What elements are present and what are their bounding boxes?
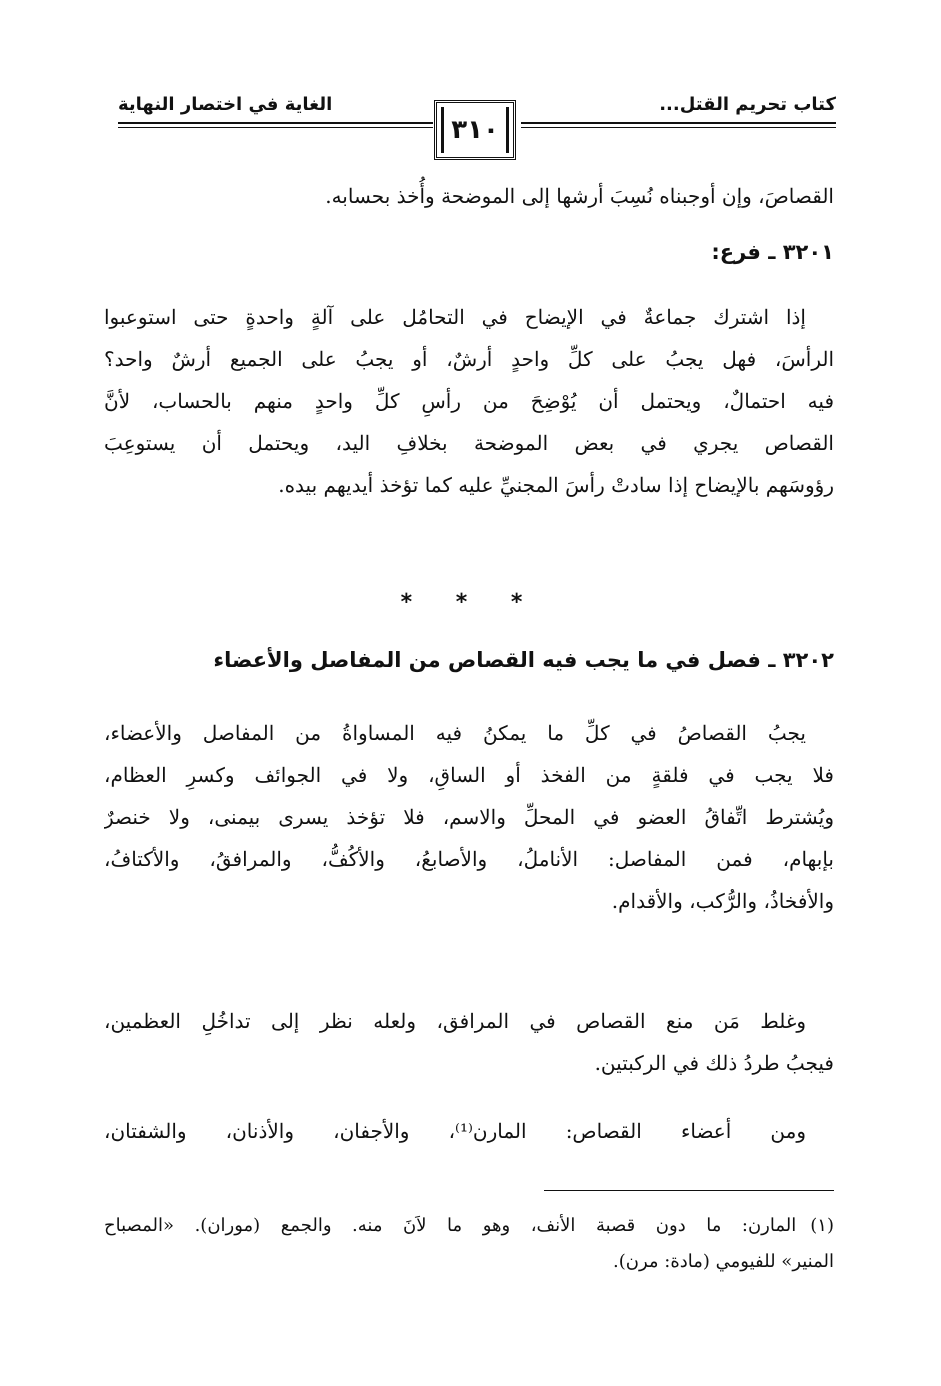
section-3202-paragraph-3 [104,1110,834,1152]
text-line: ويُشترط اتِّفاقُ العضو في المحلِّ والاسم، فلا تؤخذ يسرى بيمنى، ولا خنصرٌ [104,805,834,829]
footnote-text: المارن: ما دون قصبة الأنف، وهو ما لاَنَ منه. والجمع (موران). «المصباح [104,1215,797,1236]
footnote-divider [544,1190,834,1191]
text-line: وغلط مَن منع القصاص في المرافق، ولعله نظر إلى تداخُلِ العظمين، [104,1009,806,1033]
intro-paragraph [104,175,834,217]
footnote [104,1208,834,1280]
book-title: الغاية في اختصار النهاية [118,94,333,115]
text-line: فيجبُ طردُ ذلك في الركبتين. [594,1051,834,1075]
text-line: الرأسَ، فهل يجبُ على كلِّ واحدٍ أرشٌ، أو يجبُ على الجميع أرشٌ واحد؟ [104,347,834,371]
text-line: والأفخاذُ، والرُّكب، والأقدام. [611,889,834,913]
header-rule-left-thin [118,127,433,128]
section-separator: * * * [400,590,541,615]
header-rule-right-thin [521,127,836,128]
footnote-line [104,1208,834,1244]
header-rule-right [521,122,836,124]
section-3202-paragraph-1 [104,712,834,922]
text-line: يجبُ القصاصُ في كلِّ ما يمكنُ فيه المساواةُ من المفاصل والأعضاء، [104,721,806,745]
text-line: رؤوسَهم بالإيضاح إذا سادتْ رأسَ المجنيِّ عليه كما تؤخذ أيديهم بيده. [278,473,834,497]
page-number: ٣١٠ [451,115,499,145]
section-3202-paragraph-2 [104,1000,834,1084]
running-header [118,88,836,168]
text-line: القصاص يجري في بعض الموضحة بخلافِ اليد، ويحتمل أن يستوعِبَ [104,431,834,455]
section-heading: ٣٢٠١ ـ فرع: [711,240,834,264]
text-line: القصاصَ، وإن أوجبناه نُسِبَ أرشها إلى الموضحة وأُخذ بحسابه. [325,184,834,208]
footnote-line: المنير» للفيومي (مادة: مرن). [613,1251,834,1272]
header-rule-left [118,122,433,124]
footnote-number: (١) [810,1215,834,1236]
section-3201-heading-block [104,240,834,264]
text-line: بإبهام، فمن المفاصل: الأناملُ، والأصابعُ، والأكُفُّ، والمرافقُ، والأكتافُ، [104,847,834,871]
section-3202-heading-block [104,648,834,672]
text-line: ومن أعضاء القصاص: المارن⁽¹⁾، والأجفان، والأذنان، والشفتان، [104,1119,806,1143]
text-line: فيه احتمالٌ، ويحتمل أن يُوْضِحَ من رأسِ كلِّ واحدٍ منهم بالحساب، لأنَّ [104,389,834,413]
chapter-title: كتاب تحريم القتل... [659,94,836,115]
section-3201-body [104,296,834,506]
section-heading: ٣٢٠٢ ـ فصل في ما يجب فيه القصاص من المفاصل والأعضاء [213,648,834,672]
page-number-frame [434,100,516,160]
text-line: إذا اشترك جماعةٌ في الإيضاح في التحامُل على آلةٍ واحدةٍ حتى استوعبوا [104,305,806,329]
text-line: فلا يجب في فلقةٍ من الفخذ أو الساقِ، ولا في الجوائف وكسرِ العظام، [104,763,834,787]
